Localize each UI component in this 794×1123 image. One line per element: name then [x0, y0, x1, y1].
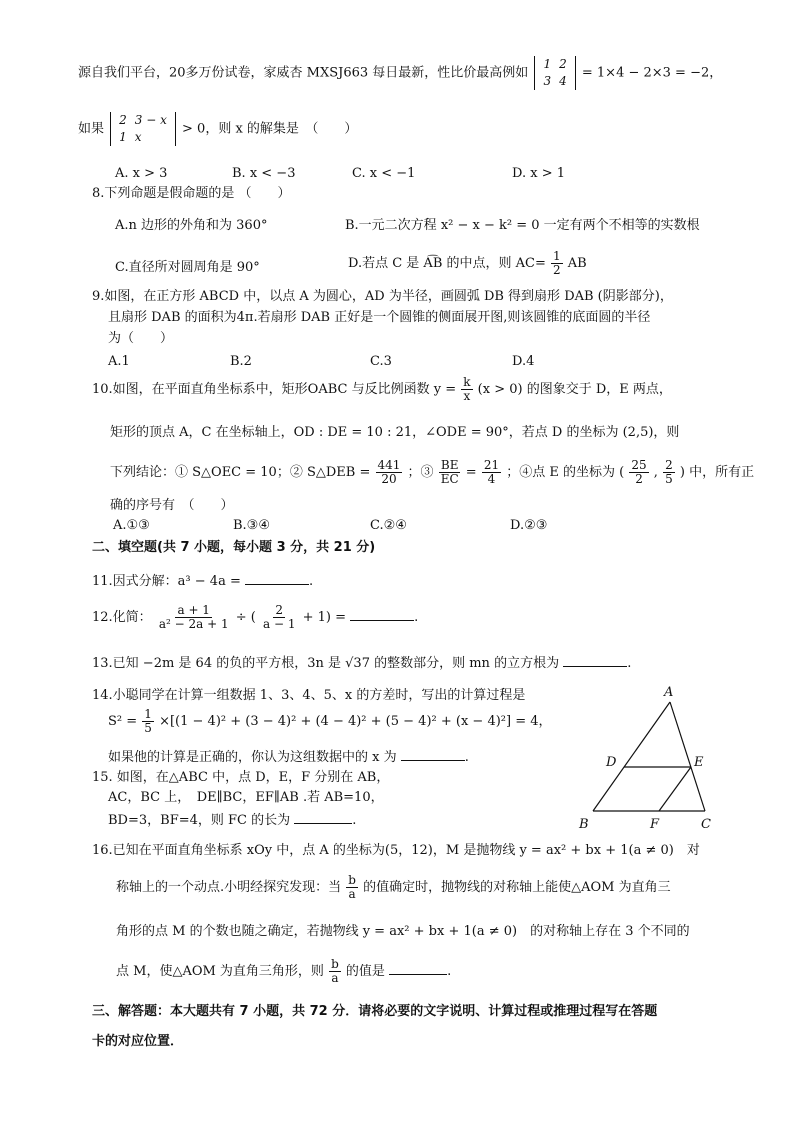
- q9-option-c: C.3: [370, 354, 392, 369]
- label-e: E: [694, 755, 704, 770]
- label-b: B: [579, 817, 589, 832]
- q14-formula: S² = $\frac{1}{5}$ ×[(1 − 4)² + (3 − 4)² + (4 − 4)² + (5 − 4)² + (x − 4)²] = 4，: [108, 707, 552, 736]
- q16-line-4: 点 M，使△AOM 为直角三角形，则 $\frac{b}{a}$ 的值是 .: [116, 957, 452, 986]
- answer-blank[interactable]: [389, 962, 447, 975]
- fraction: $\frac{1}{2}$: [553, 249, 561, 278]
- triangle-figure: [575, 678, 725, 838]
- q7-option-d: D. x > 1: [512, 166, 565, 181]
- label-c: C: [701, 817, 711, 832]
- answer-blank[interactable]: [245, 572, 309, 585]
- fraction: $\frac{k}{x}$: [463, 375, 471, 404]
- q15-line-1: 15. 如图，在△ABC 中，点 D，E，F 分别在 AB，: [92, 770, 390, 785]
- q13: 13.已知 −2m 是 64 的负的平方根，3n 是 √37 的整数部分，则 mn 的立方根为 .: [92, 656, 632, 671]
- promo-text: 源自我们平台，20多万份试卷，家威杏 MXSJ663 每日最新，性比价最高例如: [78, 65, 529, 81]
- det-example-result: = 1×4 − 2×3 = −2，: [581, 65, 723, 81]
- q10-option-a: A.①③: [113, 518, 150, 533]
- q7-option-b: B. x < −3: [232, 166, 296, 181]
- answer-blank[interactable]: [401, 748, 465, 761]
- section-3-heading: 三、解答题：本大题共有 7 小题，共 72 分．请将必要的文字说明、计算过程或推理过程写在答题: [92, 1004, 658, 1019]
- q15-line-3: BD=3，BF=4，则 FC 的长为 .: [108, 813, 357, 828]
- q10-option-b: B.③④: [233, 518, 270, 533]
- header-line: [78, 56, 722, 90]
- side-ab: [593, 702, 670, 811]
- q16-line-3: 角形的点 M 的个数也随之确定，若抛物线 y = ax² + bx + 1(a ≠ 0) 的对称轴上存在 3 个不同的: [116, 924, 690, 939]
- q10-option-d: D.②③: [510, 518, 548, 533]
- q8-option-c: C.直径所对圆周角是 90°: [115, 260, 260, 275]
- section-2-heading: 二、填空题(共 7 小题，每小题 3 分，共 21 分): [92, 540, 376, 555]
- q9-line-1: 9.如图，在正方形 ABCD 中，以点 A 为圆心，AD 为半径，画圆弧 DB 得到扇形 DAB (阴影部分)，: [92, 289, 673, 304]
- q16-line-1: 16.已知在平面直角坐标系 xOy 中，点 A 的坐标为(5，12)，M 是抛物线 y = ax² + bx + 1(a ≠ 0) 对: [92, 843, 700, 858]
- q12: 12.化简： $\frac{a + 1}{\text{a² − 2a + 1}}$ ÷ ( $\frac{2}{a - 1}$ + 1) = .: [92, 603, 419, 632]
- q7-option-a: A. x > 3: [115, 166, 168, 181]
- q9-option-b: B.2: [230, 354, 252, 369]
- q8-option-d: D.若点 C 是 A͡B 的中点，则 AC= $\frac{1}{2}$ AB: [348, 249, 587, 278]
- q9-line-3: 为（ ）: [108, 331, 174, 346]
- answer-blank[interactable]: [350, 608, 414, 621]
- q8-option-a: A.n 边形的外角和为 360°: [115, 218, 268, 233]
- answer-blank[interactable]: [294, 811, 352, 824]
- q11: 11.因式分解：a³ − 4a = .: [92, 574, 314, 589]
- label-d: D: [606, 755, 617, 770]
- answer-blank[interactable]: [563, 654, 627, 667]
- q14-line-1: 14.小聪同学在计算一组数据 1、3、4、5、x 的方差时，写出的计算过程是: [92, 688, 526, 703]
- q8-option-b: B.一元二次方程 x² − x − k² = 0 一定有两个不相等的实数根: [345, 218, 700, 233]
- q10-line-3: 下列结论：① S△OEC = 10；② S△DEB = $\frac{441}{20}$ ；③ $\frac{BE}{EC}$ = $\frac{21}{4}$ ；④点 E 的坐标为 ( $\frac{25}{2}$ , $\frac{2}{5}$ ) 中，所有正: [110, 458, 755, 487]
- q10-option-c: C.②④: [370, 518, 407, 533]
- segment-ef: [659, 767, 691, 811]
- determinant-question: 2 3 − x 1 x: [110, 112, 176, 146]
- determinant-example: 1 2 3 4: [534, 56, 575, 90]
- q10-line-1: 10.如图，在平面直角坐标系中，矩形OABC 与反比例函数 y = $\frac{k}{x}$ (x > 0) 的图象交于 D，E 两点，: [92, 375, 672, 404]
- label-a: A: [664, 685, 674, 700]
- section-3-heading-cont: 卡的对应位置．: [92, 1034, 184, 1049]
- q8-stem: 8.下列命题是假命题的是 （ ）: [92, 186, 291, 201]
- q7-stem: 如果 2 3 − x 1 x > 0，则 x 的解集是 （ ）: [78, 113, 358, 144]
- label-f: F: [650, 817, 660, 832]
- q15-line-2: AC，BC 上， DE∥BC，EF∥AB .若 AB=10，: [108, 790, 384, 805]
- q9-line-2: 且扇形 DAB 的面积为4π.若扇形 DAB 正好是一个圆锥的侧面展开图,则该圆锥的底面圆的半径: [108, 310, 651, 325]
- q14-line-3: 如果他的计算是正确的，你认为这组数据中的 x 为 .: [108, 750, 469, 765]
- q9-option-d: D.4: [512, 354, 535, 369]
- q16-line-2: 称轴上的一个动点.小明经探究发现：当 $\frac{b}{a}$ 的值确定时，抛物线的对称轴上能使△AOM 为直角三: [116, 873, 671, 902]
- q7-option-c: C. x < −1: [352, 166, 416, 181]
- q9-option-a: A.1: [108, 354, 130, 369]
- q10-line-2: 矩形的顶点 A，C 在坐标轴上，OD : DE = 10 : 21，∠ODE = 90°，若点 D 的坐标为 (2,5)，则: [110, 425, 680, 440]
- q10-line-4: 确的序号有 （ ）: [110, 498, 234, 513]
